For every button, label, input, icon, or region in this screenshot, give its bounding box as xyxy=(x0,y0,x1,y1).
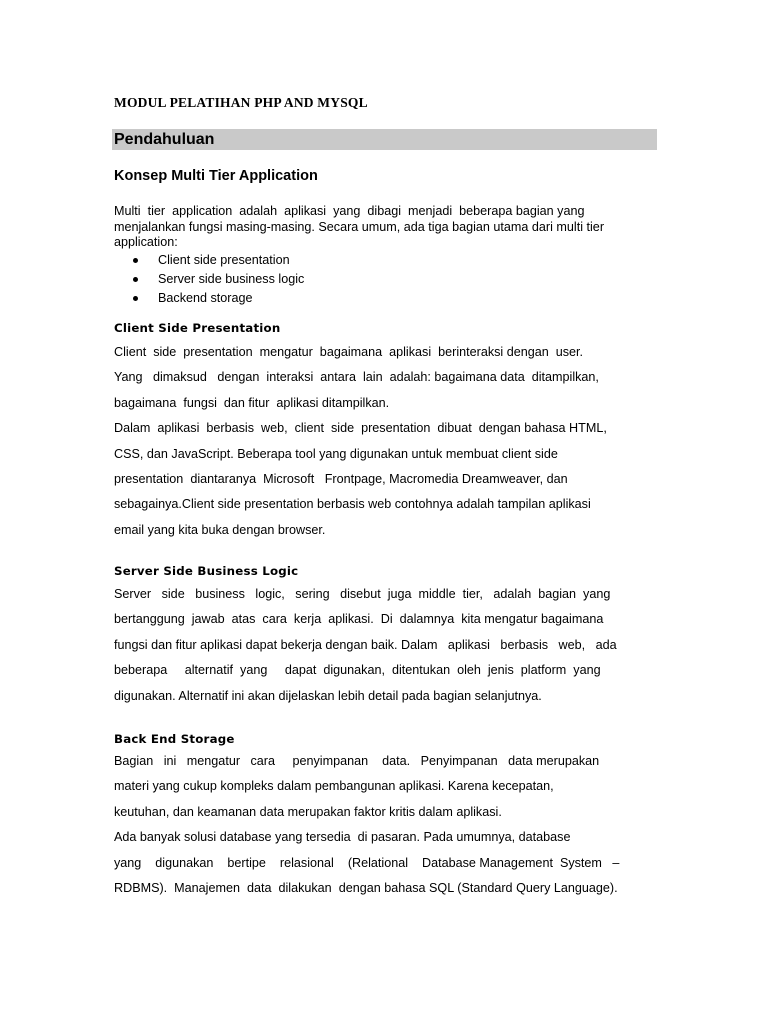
paragraph-line: materi yang cukup kompleks dalam pembangunan aplikasi. Karena kecepatan, xyxy=(114,779,554,794)
intro-paragraph xyxy=(114,204,654,251)
server-side-paragraph xyxy=(114,582,657,709)
section-title: Pendahuluan xyxy=(114,131,215,148)
bullet-list xyxy=(114,253,304,310)
bullet-item: Backend storage xyxy=(114,291,304,310)
paragraph-line: Dalam aplikasi berbasis web, client side presentation dibuat dengan bahasa HTML, xyxy=(114,421,607,436)
intro-line: menjalankan fungsi masing-masing. Secara umum, ada tiga bagian utama dari multi tier xyxy=(114,219,605,234)
client-side-heading: Client Side Presentation xyxy=(114,321,281,335)
paragraph-line: CSS, dan JavaScript. Beberapa tool yang digunakan untuk membuat client side xyxy=(114,446,558,461)
subsection-title: Konsep Multi Tier Application xyxy=(114,168,318,184)
paragraph-line: presentation diantaranya Microsoft Frontpage, Macromedia Dreamweaver, dan xyxy=(114,472,568,487)
paragraph-line: Client side presentation mengatur bagaimana aplikasi berinteraksi dengan user. xyxy=(114,345,584,359)
paragraph-line: digunakan. Alternatif ini akan dijelaskan lebih detail pada bagian selanjutnya. xyxy=(114,688,542,703)
bullet-item: Client side presentation xyxy=(114,253,304,272)
paragraph-line: bertanggung jawab atas cara kerja aplikasi. Di dalamnya kita mengatur bagaimana xyxy=(114,612,604,627)
paragraph-line: fungsi dan fitur aplikasi dapat bekerja dengan baik. Dalam aplikasi berbasis web, ada xyxy=(114,637,617,652)
document-title: MODUL PELATIHAN PHP AND MYSQL xyxy=(114,95,368,110)
paragraph-line: email yang kita buka dengan browser. xyxy=(114,522,326,537)
paragraph-line: Server side business logic, sering disebut juga middle tier, adalah bagian yang xyxy=(114,587,611,601)
paragraph-line: Ada banyak solusi database yang tersedia di pasaran. Pada umumnya, database xyxy=(114,830,571,845)
paragraph-line: beberapa alternatif yang dapat digunakan, ditentukan oleh jenis platform yang xyxy=(114,663,601,678)
paragraph-line: keutuhan, dan keamanan data merupakan faktor kritis dalam aplikasi. xyxy=(114,804,502,819)
bullet-item: Server side business logic xyxy=(114,272,304,291)
paragraph-line: bagaimana fungsi dan fitur aplikasi ditampilkan. xyxy=(114,395,390,410)
intro-line: application: xyxy=(114,235,178,249)
paragraph-line: yang digunakan bertipe relasional (Relational Database Management System – xyxy=(114,855,620,870)
intro-line: Multi tier application adalah aplikasi yang dibagi menjadi beberapa bagian yang xyxy=(114,204,585,218)
paragraph-line: RDBMS). Manajemen data dilakukan dengan bahasa SQL (Standard Query Language). xyxy=(114,881,618,896)
backend-storage-paragraph xyxy=(114,749,657,901)
paragraph-line: Yang dimaksud dengan interaksi antara lain adalah: bagaimana data ditampilkan, xyxy=(114,370,599,385)
section-header-bar xyxy=(112,129,657,150)
backend-storage-heading: Back End Storage xyxy=(114,732,235,746)
paragraph-line: Bagian ini mengatur cara penyimpanan data. Penyimpanan data merupakan xyxy=(114,754,600,768)
paragraph-line: sebagainya.Client side presentation berbasis web contohnya adalah tampilan aplikasi xyxy=(114,497,591,512)
server-side-heading: Server Side Business Logic xyxy=(114,564,299,578)
client-side-paragraph xyxy=(114,340,657,543)
